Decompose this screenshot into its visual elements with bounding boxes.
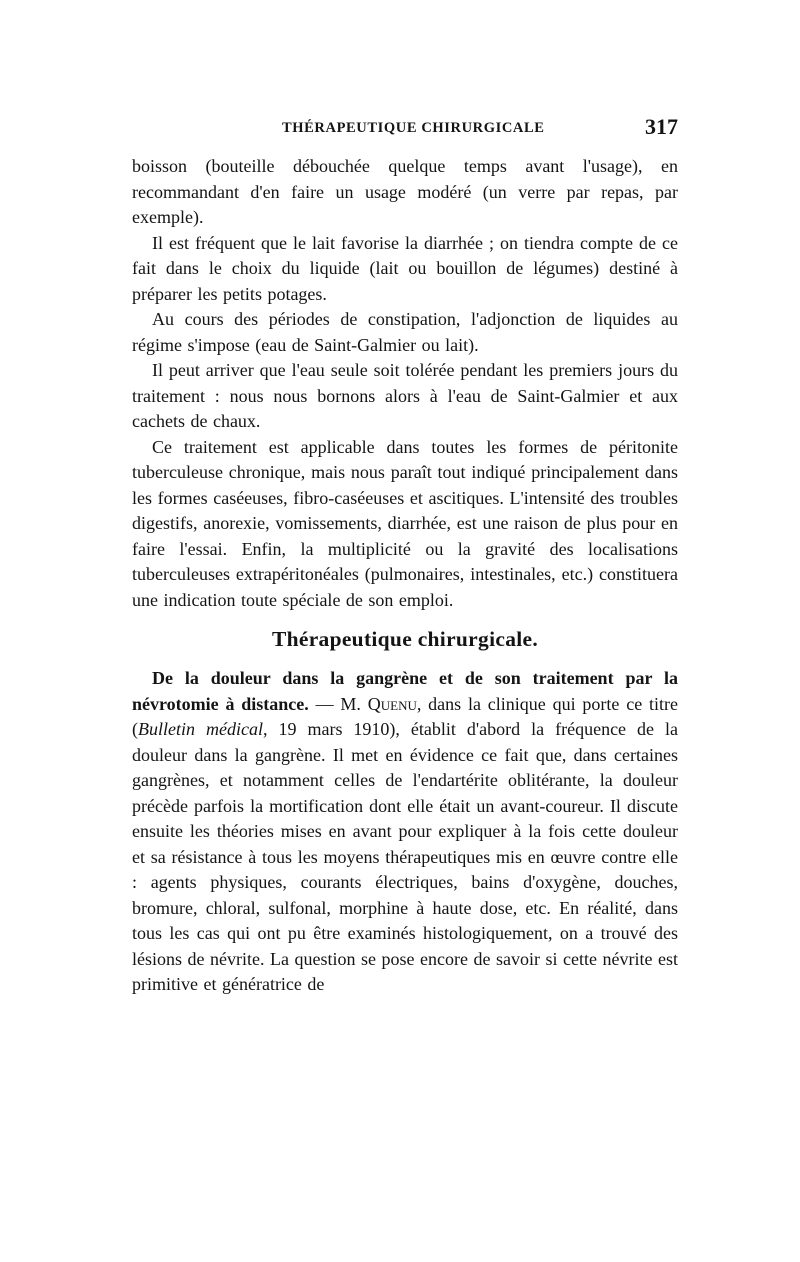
article-author: Quenu [367, 693, 417, 714]
page-number: 317 [645, 114, 678, 139]
article-lead-title: De la douleur dans la gangrène et de son traitement par la névrotomie à distance. [132, 668, 678, 714]
page-header [132, 112, 678, 144]
section-heading: Thérapeutique chirurgicale. [271, 627, 539, 651]
paragraph-continuation: boisson (bouteille débouchée quelque temps avant l'usage), en recommandant d'en faire un usage modéré (un verre par repas, par exemple). [132, 156, 678, 227]
article-text-2: , 19 mars 1910), établit d'abord la fréquence de la douleur dans la gangrène. Il met en évidence ce fait que, dans certaines gangrènes, et notamment celles de l'endartérite oblitérante, la douleur précède parfois la mortification dont elle était un avant-coureur. Il discute ensuite les théories mises en avant pour expliquer à la fois cette douleur et sa résistance à tous les moyens thérapeutiques mis en œuvre contre elle : agents physiques, courants électriques, bains d'oxygène, douches, bromure, chloral, sulfonal, morphine à haute dose, etc. En réalité, dans tous les cas qui ont pu être examinés histologiquement, on a trouvé des lésions de névrite. La question se pose encore de savoir si cette névrite est primitive et génératrice de [132, 719, 679, 994]
page-body [132, 154, 678, 998]
article-paragraph [132, 666, 678, 998]
running-title: THÉRAPEUTIQUE CHIRURGICALE [282, 120, 545, 136]
paragraph-milk-diarrhea: Il est fréquent que le lait favorise la diarrhée ; on tiendra compte de ce fait dans le choix du liquide (lait ou bouillon de légumes) destiné à préparer les petits potages. [132, 232, 678, 304]
paragraph-constipation: Au cours des périodes de constipation, l'adjonction de liquides au régime s'impose (eau de Saint-Galmier ou lait). [132, 309, 678, 355]
article-dash: — M. [308, 693, 368, 714]
article-text-1: , dans la clinique qui porte ce titre ( [132, 693, 678, 739]
paragraph-indications: Ce traitement est applicable dans toutes les formes de péritonite tuberculeuse chronique, mais nous paraît tout indiqué principalement dans les formes caséeuses, fibro-caséeuses et ascitiques. L'intensité des troubles digestifs, anorexie, vomissements, diarrhée, est une raison de plus pour en faire l'essai. Enfin, la multiplicité ou la gravité des localisations tuberculeuses extrapéritonéales (pulmonaires, intestinales, etc.) constituera une indication toute spéciale de son emploi. [132, 436, 678, 610]
paragraph-water-only: Il peut arriver que l'eau seule soit tolérée pendant les premiers jours du traitement : nous nous bornons alors à l'eau de Saint-Galmier et aux cachets de chaux. [132, 360, 678, 431]
article-source: Bulletin médical [138, 719, 263, 739]
